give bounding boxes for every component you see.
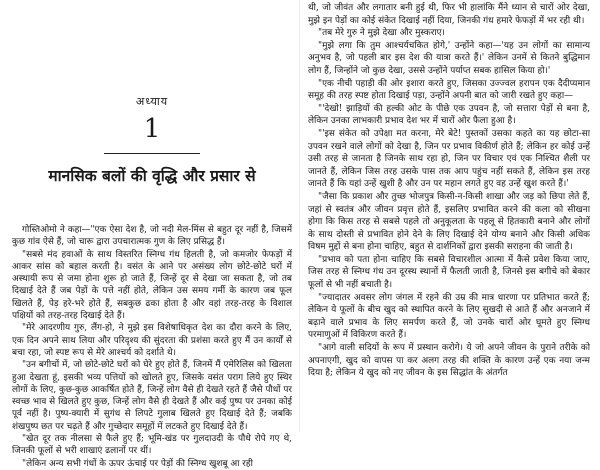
left-page-body <box>12 224 292 470</box>
chapter-heading <box>12 94 292 186</box>
paragraph: "ज्यादातर अवसर लोग जंगल में रहने की उम्र की मात्र धारणा पर प्रतिभात करते हैं; लेकिन ये फूलों के बीच खुद को स्थापित करने के लिए सुखदी से आते हैं और अनजाने में बढ़ाने वाले प्रभाव के लिए समर्पण करते हैं, जो उनके चारों ओर घूमते हुए स्निग्ध परमाणुओं में विकिरण करते हैं। <box>308 292 590 341</box>
paragraph: "जैसा कि प्रकाश और तुच्छ भोजपुत्र किसी-न-किसी शाखा और जड़ को छिपा लेते हैं, जहां से स्वतंत्र और जीवन प्रवृत्त होते हैं, इसलिए प्रभावित करने की कला को सीखना होगा कि किस तरह से सबसे पहले तो अनुकूलता के पहलू से हितकारी बनाने और लोगों के साथ दोस्ती से प्रभावित होने देने के लिए दिखाई देने योग्य बनाने और किसी अधिक विषम मुद्दों से बना होना चाहिए, बहुत से दार्शनिकों द्वारा इसकी सराहना की जाती है। <box>308 191 590 253</box>
chapter-title: मानसिक बलों की वृद्धि और प्रसार से <box>48 166 256 185</box>
paragraph: "एक नीची पहाड़ी की ओर इशारा करते हुए, जिसका उज्ज्वल हरापन एक दैदीप्यमान समूह की तरह स्पष्ट होता दिखाई पड़ा, उन्होंने अपनी बात को जारी रखते हुए कहा— <box>308 78 590 102</box>
chapter-number: 1 <box>143 114 161 144</box>
paragraph: "तब मेरे गुरु ने मुझे देखा और मुस्कराए। <box>318 28 445 39</box>
right-page-body <box>308 0 590 380</box>
paragraph: गोस्तिओमो ने कहा—"एक ऐसा देश है, जो नदी मेल-मिंस से बहुत दूर नहीं है, जिसमें कुछ गांव ऐसे हैं, जो चारू द्वारा उपचारात्मक गुण के लिए प्रसिद्ध हैं। <box>12 225 292 248</box>
paragraph: थी, जो जीवंत और लगातार बनी हुई थी, फिर भी हालांकि मैंने ध्यान से चारों ओर देखा, मुझे इन पेड़ों का कोई संकेत दिखाई नहीं दिया, जिनकी गंध हमारे फेफड़ों में भर रही थी। <box>308 3 590 26</box>
paragraph: "लेकिन अन्य सभी गंधों के ऊपर ऊंचाई पर पेड़ों की स्निग्ध खुशबू आ रही <box>22 458 253 469</box>
paragraph: "मुझे लगा कि तुम आश्चर्यचकित होगे,' उन्होंने कहा—'यह उन लोगों का सामान्य अनुभव है, जो पहली बार इस देश की यात्रा करते हैं।' लेकिन उनमें से कितने बुद्धिमान लोग हैं, जिन्होंने जो कुछ देखा, उससे उन्होंने पर्याप्त सबक हासिल किया हो।' <box>308 40 590 76</box>
paragraph: "प्रभाव को पता होना चाहिए कि सबसे विचारशील आत्मा में कैसे प्रवेश किया जाए, जिस तरह से स्निग्ध गंध उन दूरस्थ स्थानों में फैलती जाती है, जिनसे इस बगीचे को बेकार फूलों से भी नहीं बचाती है। <box>308 254 590 291</box>
paragraph: "उन बगीचों में, जो छोटे-छोटे घरों को घेरे हुए होते हैं, जिनमें मैं एमेरिलिस को खिलता हुआ देखता हूं, इसकी भव्य पत्तियों को खोलते हुए, जिसके वसंत पराग लिये हुए स्थिर लोगों के लिए, कुछ-कुछ आकर्षित होते हैं, जिन्हें लोग वैसे ही देखते रहते हैं जैसे पौधों पर स्वच्छ भाव से खिलते हुए कुछ, जिन्हें लोग वैसे ही देखते हैं और कई पुष्प पर उनका कोई पूर्व नहीं है। पुष्प-क्यारी में सुगंध से लिपटे गुलाब खिलते हुए दिखाई देते हैं; जबकि शंखपुष्प छत पर चढ़ते हैं और गुच्छेदार समूहों में लटकते हुए दिखाई देते हैं। <box>12 360 292 432</box>
left-page <box>0 0 300 469</box>
paragraph: "खेत दूर तक नीलसा से फैले हुए हैं; भूमि-खंड पर गुलदाउदी के पौधे रोपे गए थे, जिनकी फूलों से भरी शाखाएं ढलानों पर थीं। <box>12 434 292 457</box>
chapter-divider <box>104 153 200 154</box>
paragraph: "आगे वाली सदियों के रूप में प्रस्थान करोगे। ये जो अपने जीवन के पुराने तरीके को अपनाएगी, खुद को वापस पा कर अलग तरह की शक्ति के कारण उन्हें एक नया जन्म दिया है; लेकिन ये खुद को नए जीवन के इस सिद्धांत के अंतर्गत <box>308 343 590 379</box>
right-page <box>300 0 600 432</box>
paragraph: "मेरे आदरणीय गुरु, लैंग-हो, ने मुझे इस विशेषाधिकृत देश का दौरा करने के लिए, एक दिन अपने साथ लिया और परिदृश्य की सुंदरता की प्रशंसा करते हुए मैं उन कार्यों से बचा रहा, जो स्पष्ट रूप से मेरे आश्चर्य को दर्शाते थे। <box>12 323 292 358</box>
paragraph: "सबसे मंद हवाओं के साथ विस्तरित स्निग्ध गंध हिलती है, जो कमजोर फेफड़ों में आकर सांस को बहाल करती है। वसंत के आने पर असंख्य लोग छोटे-छोटे घरों में अस्थायी रूप से जमा होना शुरू हो जाते हैं, जिन्हें दूर से देखा जा सकता है, जो तब दिखाई देते हैं जब पेड़ों के पत्ते नहीं होते, लेकिन उस समय गर्मी के कारण जब फूल खिलते हैं, पेड़ हरे-भरे होते हैं, सबकुछ ढका होता है और वहां तरह-तरह के विशाल पक्षियों को तरह-तरह दिखाई देते हैं। <box>12 249 292 322</box>
paragraph: "'देखो! झाड़ियों की हल्की ओट के पीछे एक उपवन है, जो सत्तारा पेड़ों से बना है, लेकिन उनका लाभकारी प्रभाव देश भर में चारों ओर फैला हुआ है। <box>308 103 590 127</box>
paragraph: "'इस संकेत को उपेक्षा मत करना, मेरे बेटे! पुस्तकों उसका कहते का यह छोटा-सा उपवन रखने वाले लोगों को देखा है, जिन पर प्रभाव विकीर्ण होते हैं; लेकिन हर कोई उन्हें उसी तरह से जानता है जिनके साथ रहा हो, जिन पर विचार एवं एक निश्चित शैली पर जानते हैं, लेकिन जिस तरह उसके पास तक आप पहुंच नहीं सकते हैं, लेकिन इस तरह जानते हैं कि यहां उन्हें खुशी है और उन पर महान लगते हुए वह उन्हें खुश करते हैं।' <box>308 128 590 190</box>
chapter-label: अध्याय <box>135 95 169 108</box>
